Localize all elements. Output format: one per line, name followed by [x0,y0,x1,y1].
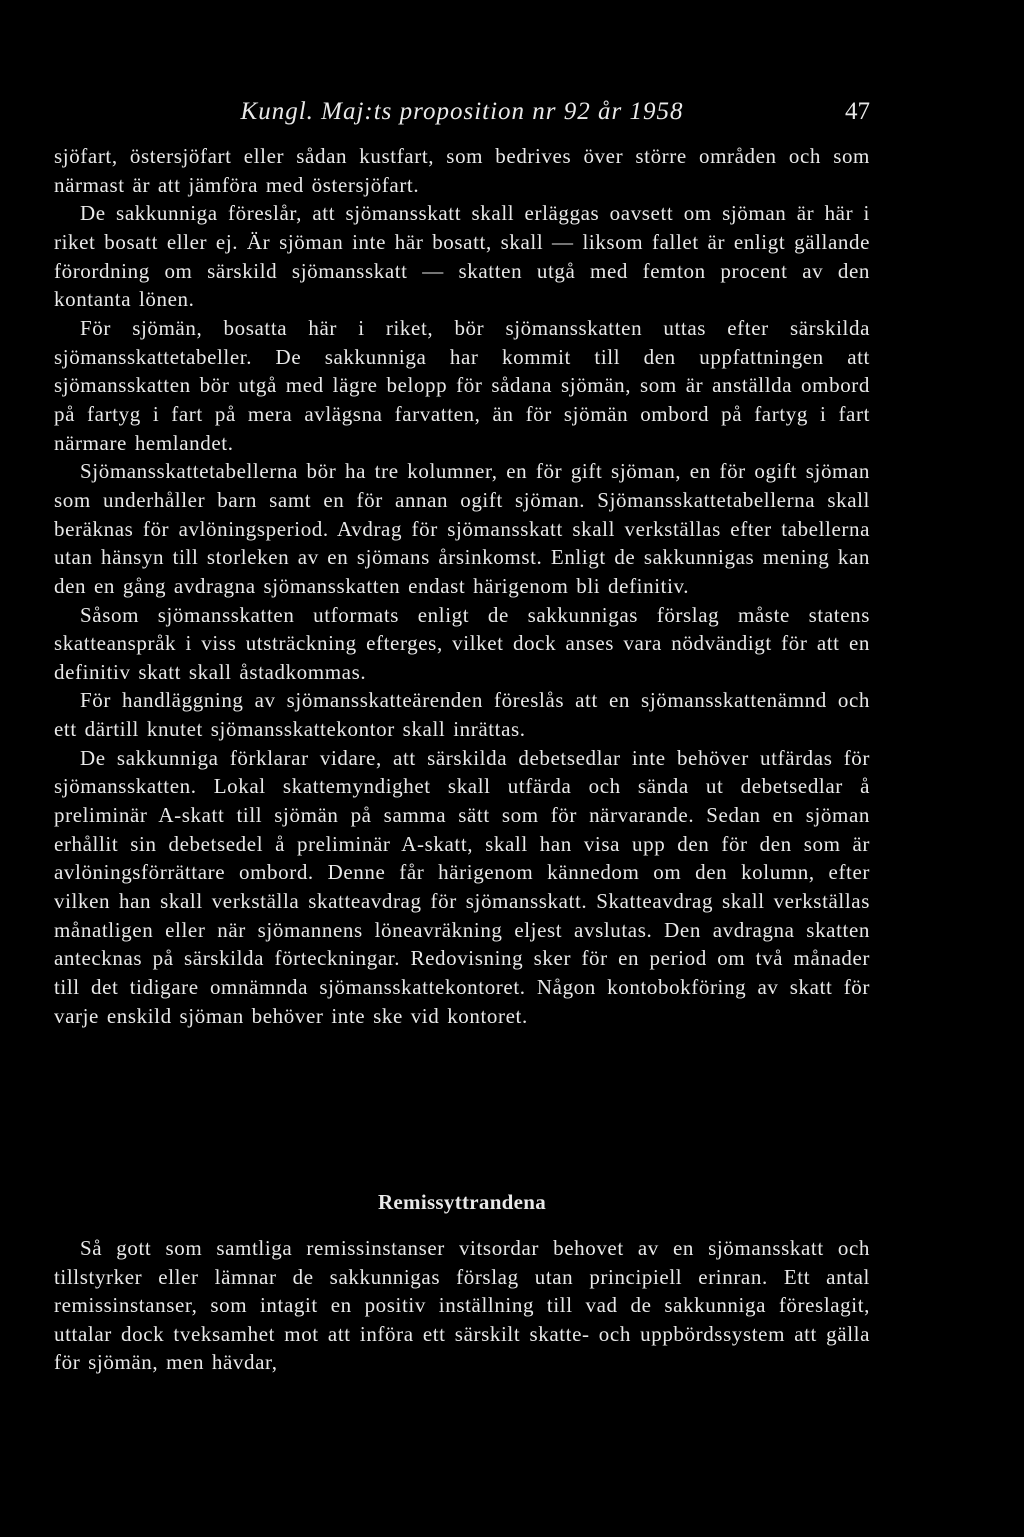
section-heading: Remissyttrandena [377,1190,547,1214]
page-header [54,98,870,132]
section-body-text [54,1234,870,1377]
section-heading-container [54,1190,870,1215]
paragraph: För handläggning av sjömansskatteärenden föreslås att en sjömansskattenämnd och ett därtill knutet sjömansskattekontor skall inrättas. [54,688,870,742]
paragraph: De sakkunniga föreslår, att sjömansskatt skall erläggas oavsett om sjöman är här i riket bosatt eller ej. Är sjöman inte här bosatt, skall — liksom fallet är enligt gällande förordning om särskild sjömansskatt — skatten utgå med femton procent av den kontanta lönen. [54,201,870,312]
paragraph: Såsom sjömansskatten utformats enligt de sakkunnigas förslag måste statens skatteanspråk i viss utsträckning efterges, vilket dock anses vara nödvändigt för att en definitiv skatt skall åstadkommas. [54,602,870,684]
running-title: Kungl. Maj:ts proposition nr 92 år 1958 [240,98,684,125]
paragraph: För sjömän, bosatta här i riket, bör sjömansskatten uttas efter särskilda sjömansskattetabeller. De sakkunniga har kommit till den uppfattningen att sjömansskatten bör utgå med lägre belopp för sådana sjömän, som är anställda ombord på fartyg i fart på mera avlägsna farvatten, än för sjömän ombord på fartyg i fart närmare hemlandet. [54,315,870,455]
page-number: 47 [845,98,870,125]
paragraph: Så gott som samtliga remissinstanser vitsordar behovet av en sjömansskatt och tillstyrker eller lämnar de sakkunnigas förslag utan principiell erinran. Ett antal remissinstanser, som intagit en positiv inställning till vad de sakkunniga föreslagit, uttalar dock tveksamhet mot att införa ett särskilt skatte- och uppbördssystem att gälla för sjömän, men hävdar, [54,1236,870,1375]
paragraph: sjöfart, östersjöfart eller sådan kustfart, som bedrives över större områden och som närmast är att jämföra med östersjöfart. [54,144,870,197]
paragraph: Sjömansskattetabellerna bör ha tre kolumner, en för gift sjöman, en för ogift sjöman som underhåller barn samt en för annan ogift sjöman. Sjömansskattetabellerna skall beräknas för avlöningsperiod. Avdrag för sjömansskatt skall verkställas efter tabellerna utan hänsyn till storleken av en sjömans årsinkomst. Enligt de sakkunnigas mening kan den en gång avdragna sjömansskatten endast härigenom bli definitiv. [54,459,870,598]
paragraph: De sakkunniga förklarar vidare, att särskilda debetsedlar inte behöver utfärdas för sjömansskatten. Lokal skattemyndighet skall utfärda och sända ut debetsedlar å preliminär A-skatt till sjömän på samma sätt som för närvarande. Sedan en sjöman erhållit sin debetsedel å preliminär A-skatt, skall han visa upp den för den som är avlöningsförrättare ombord. Denne får härigenom kännedom om den kolumn, efter vilken han skall verkställa skatteavdrag för sjömansskatt. Skatteavdrag skall verkställas månatligen eller när sjömannens löneavräkning eljest avslutas. Den avdragna skatten antecknas på särskilda förteckningar. Redovisning sker för en period om två månader till det tidigare omnämnda sjömansskattekontoret. Någon kontobokföring av skatt för varje enskild sjöman behöver inte ske vid kontoret. [54,745,870,1028]
body-text [54,142,870,1030]
